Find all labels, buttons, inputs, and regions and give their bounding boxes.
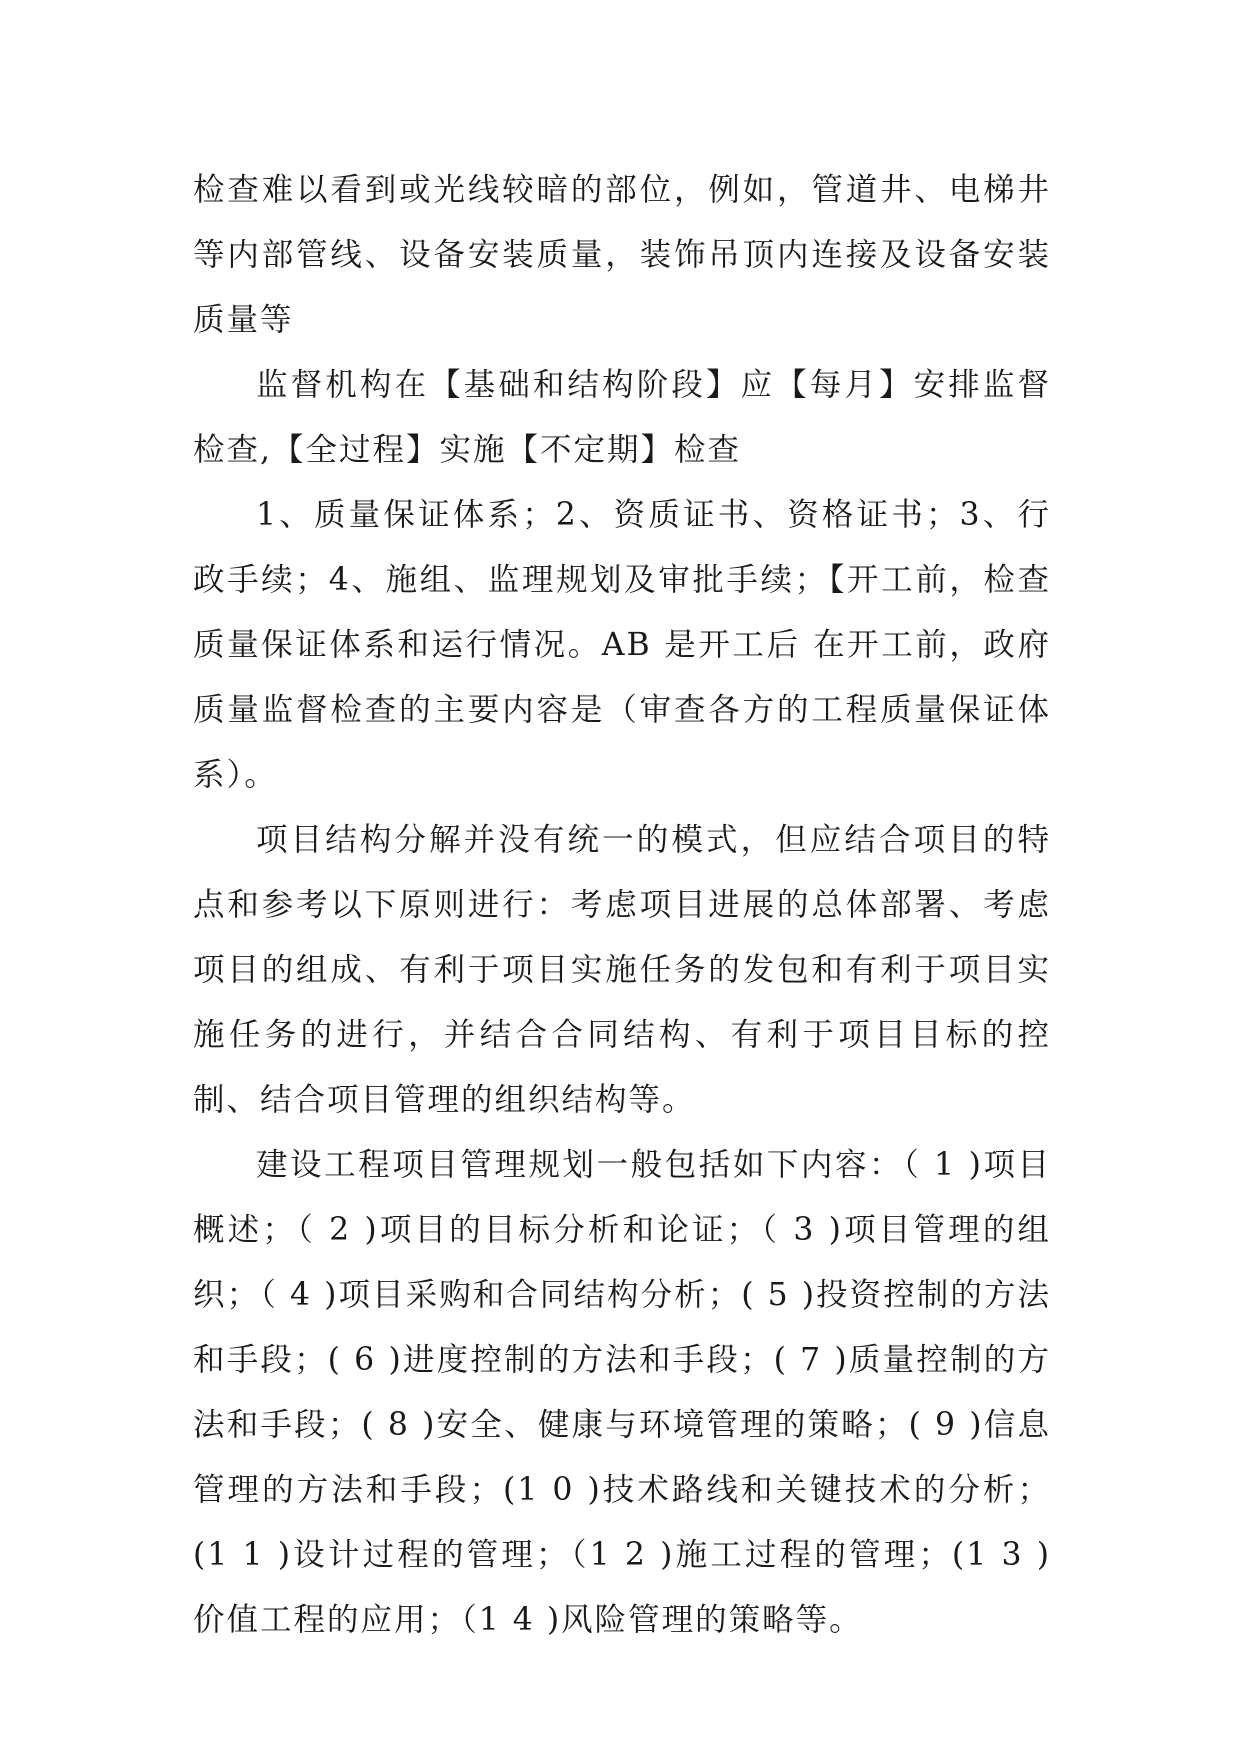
paragraph-supervision-schedule: 监督机构在【基础和结构阶段】应【每月】安排监督检查,【全过程】实施【不定期】检查 xyxy=(193,367,1051,468)
document-body xyxy=(193,158,1051,1653)
paragraph-project-structure: 项目结构分解并没有统一的模式，但应结合项目的特点和参考以下原则进行：考虑项目进展的总体部署、考虑项目的组成、有利于项目实施任务的发包和有利于项目实施任务的进行，并结合合同结构、有利于项目目标的控制、结合项目管理的组织结构等。 xyxy=(193,822,1051,1118)
paragraph-quality-assurance: 1、质量保证体系；2、资质证书、资格证书；3、行政手续；4、施组、监理规划及审批手续；【开工前，检查质量保证体系和运行情况。AB 是开工后 在开工前，政府质量监督检查的主要内容是（审查各方的工程质量保证体系）。 xyxy=(193,497,1051,793)
paragraph-inspection-areas: 检查难以看到或光线较暗的部位，例如，管道井、电梯井等内部管线、设备安装质量，装饰吊顶内连接及设备安装质量等 xyxy=(193,172,1051,338)
paragraph-management-plan: 建设工程项目管理规划一般包括如下内容：（ 1 )项目概述；（ 2 )项目的目标分析和论证；（ 3 )项目管理的组织；（ 4 )项目采购和合同结构分析；( 5 )投资控制的方法和手段；( 6 )进度控制的方法和手段；( 7 )质量控制的方法和手段；( 8 )安全、健康与环境管理的策略；( 9 )信息管理的方法和手段；(1 0 )技术路线和关键技术的分析；(1 1 )设计过程的管理；（1 2 )施工过程的管理；(1 3 )价值工程的应用；（1 4 )风险管理的策略等。 xyxy=(193,1147,1051,1638)
